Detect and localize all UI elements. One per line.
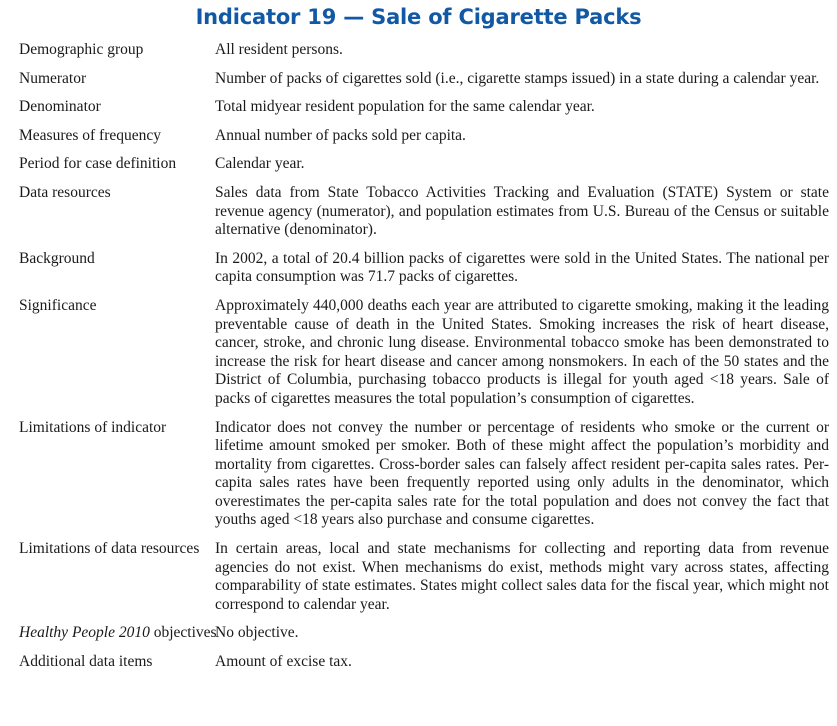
row-label-text: Denominator <box>19 98 101 116</box>
row-value <box>215 41 837 70</box>
table-row <box>0 250 837 297</box>
row-label <box>0 98 215 127</box>
row-label <box>0 250 215 297</box>
row-value <box>215 624 837 653</box>
row-value <box>215 653 837 682</box>
row-label <box>0 297 215 419</box>
row-value <box>215 98 837 127</box>
row-value-text: Indicator does not convey the number or percentage of residents who smoke or the current or lifetime amount smoked per smoker. Both of these might affect the population’s morbidity and mortality from cigarettes. Cross-border sales can falsely affect resident per-capita sales rates. Per-capita sales rates have been frequently reported using only adults in the denominator, which overestimates the per-capita sales rate for the total population and does not convey the fact that youths aged <18 years also purchase and consume cigarettes. <box>215 418 829 529</box>
row-label-italic-part: Healthy People 2010 <box>19 624 150 642</box>
row-value-text: Total midyear resident population for the same calendar year. <box>215 98 595 116</box>
row-value-text: Calendar year. <box>215 155 305 173</box>
row-label <box>0 419 215 541</box>
row-label <box>0 540 215 624</box>
table-row <box>0 155 837 184</box>
row-value-text: Number of packs of cigarettes sold (i.e., cigarette stamps issued) in a state during a calendar year. <box>215 69 820 87</box>
row-value <box>215 540 837 624</box>
row-label-text: Data resources <box>19 183 111 201</box>
row-label-text: Numerator <box>19 69 87 87</box>
table-row <box>0 127 837 156</box>
row-value-text: Approximately 440,000 deaths each year are attributed to cigarette smoking, making it the leading preventable cause of death in the United States. Smoking increases the risk of heart disease, cancer, stroke, and chronic lung disease. Environmental tobacco smoke has been demonstrated to increase the risk for heart disease and cancer among nonsmokers. In each of the 50 states and the District of Columbia, purchasing tobacco products is illegal for youth aged <18 years. Sale of packs of cigarettes measures the total population’s consumption of cigarettes. <box>215 296 829 407</box>
row-label <box>0 624 215 653</box>
row-value <box>215 155 837 184</box>
row-label-text: Period for case definition <box>19 155 177 173</box>
row-value <box>215 127 837 156</box>
table-row <box>0 653 837 682</box>
row-value <box>215 419 837 541</box>
row-label-text: Measures of frequency <box>19 126 162 144</box>
row-value <box>215 250 837 297</box>
row-value <box>215 70 837 99</box>
table-row <box>0 624 837 653</box>
table-row <box>0 41 837 70</box>
row-value-text: All resident persons. <box>215 41 343 58</box>
row-label <box>0 653 215 682</box>
row-label-text: Significance <box>19 296 97 314</box>
table-row <box>0 540 837 624</box>
table-row <box>0 184 837 250</box>
row-value-text: Sales data from State Tobacco Activities Tracking and Evaluation (STATE) System or state revenue agency (numerator), and population estimates from U.S. Bureau of the Census or suitable alternative (denominator). <box>215 183 829 239</box>
indicator-definition-table <box>0 41 837 682</box>
row-label <box>0 127 215 156</box>
row-value <box>215 297 837 419</box>
table-row <box>0 419 837 541</box>
table-row <box>0 98 837 127</box>
row-value-text: No objective. <box>215 624 299 642</box>
row-value-text: Amount of excise tax. <box>215 653 352 671</box>
indicator-table-body <box>0 41 837 682</box>
row-label <box>0 155 215 184</box>
row-label <box>0 41 215 70</box>
row-value-text: In 2002, a total of 20.4 billion packs of cigarettes were sold in the United States. The national per capita consumption was 71.7 packs of cigarettes. <box>215 249 829 286</box>
table-row <box>0 70 837 99</box>
table-row <box>0 297 837 419</box>
row-value-text: In certain areas, local and state mechanisms for collecting and reporting data from revenue agencies do not exist. When mechanisms do exist, methods might vary across states, affecting comparability of state estimates. States might collect sales data for the fiscal year, which might not correspond to calendar year. <box>215 540 829 613</box>
row-label <box>0 70 215 99</box>
row-label-text: Background <box>19 249 95 267</box>
row-label-text: Demographic group <box>19 41 144 58</box>
page-title: Indicator 19 — Sale of Cigarette Packs <box>195 5 642 29</box>
row-label-text: Limitations of indicator <box>19 418 167 436</box>
row-label-text: objectives <box>149 624 217 642</box>
row-value-text: Annual number of packs sold per capita. <box>215 126 466 144</box>
row-label <box>0 184 215 250</box>
row-value <box>215 184 837 250</box>
row-label-text: Limitations of data resources <box>19 540 200 558</box>
row-label-text: Additional data items <box>19 653 153 671</box>
